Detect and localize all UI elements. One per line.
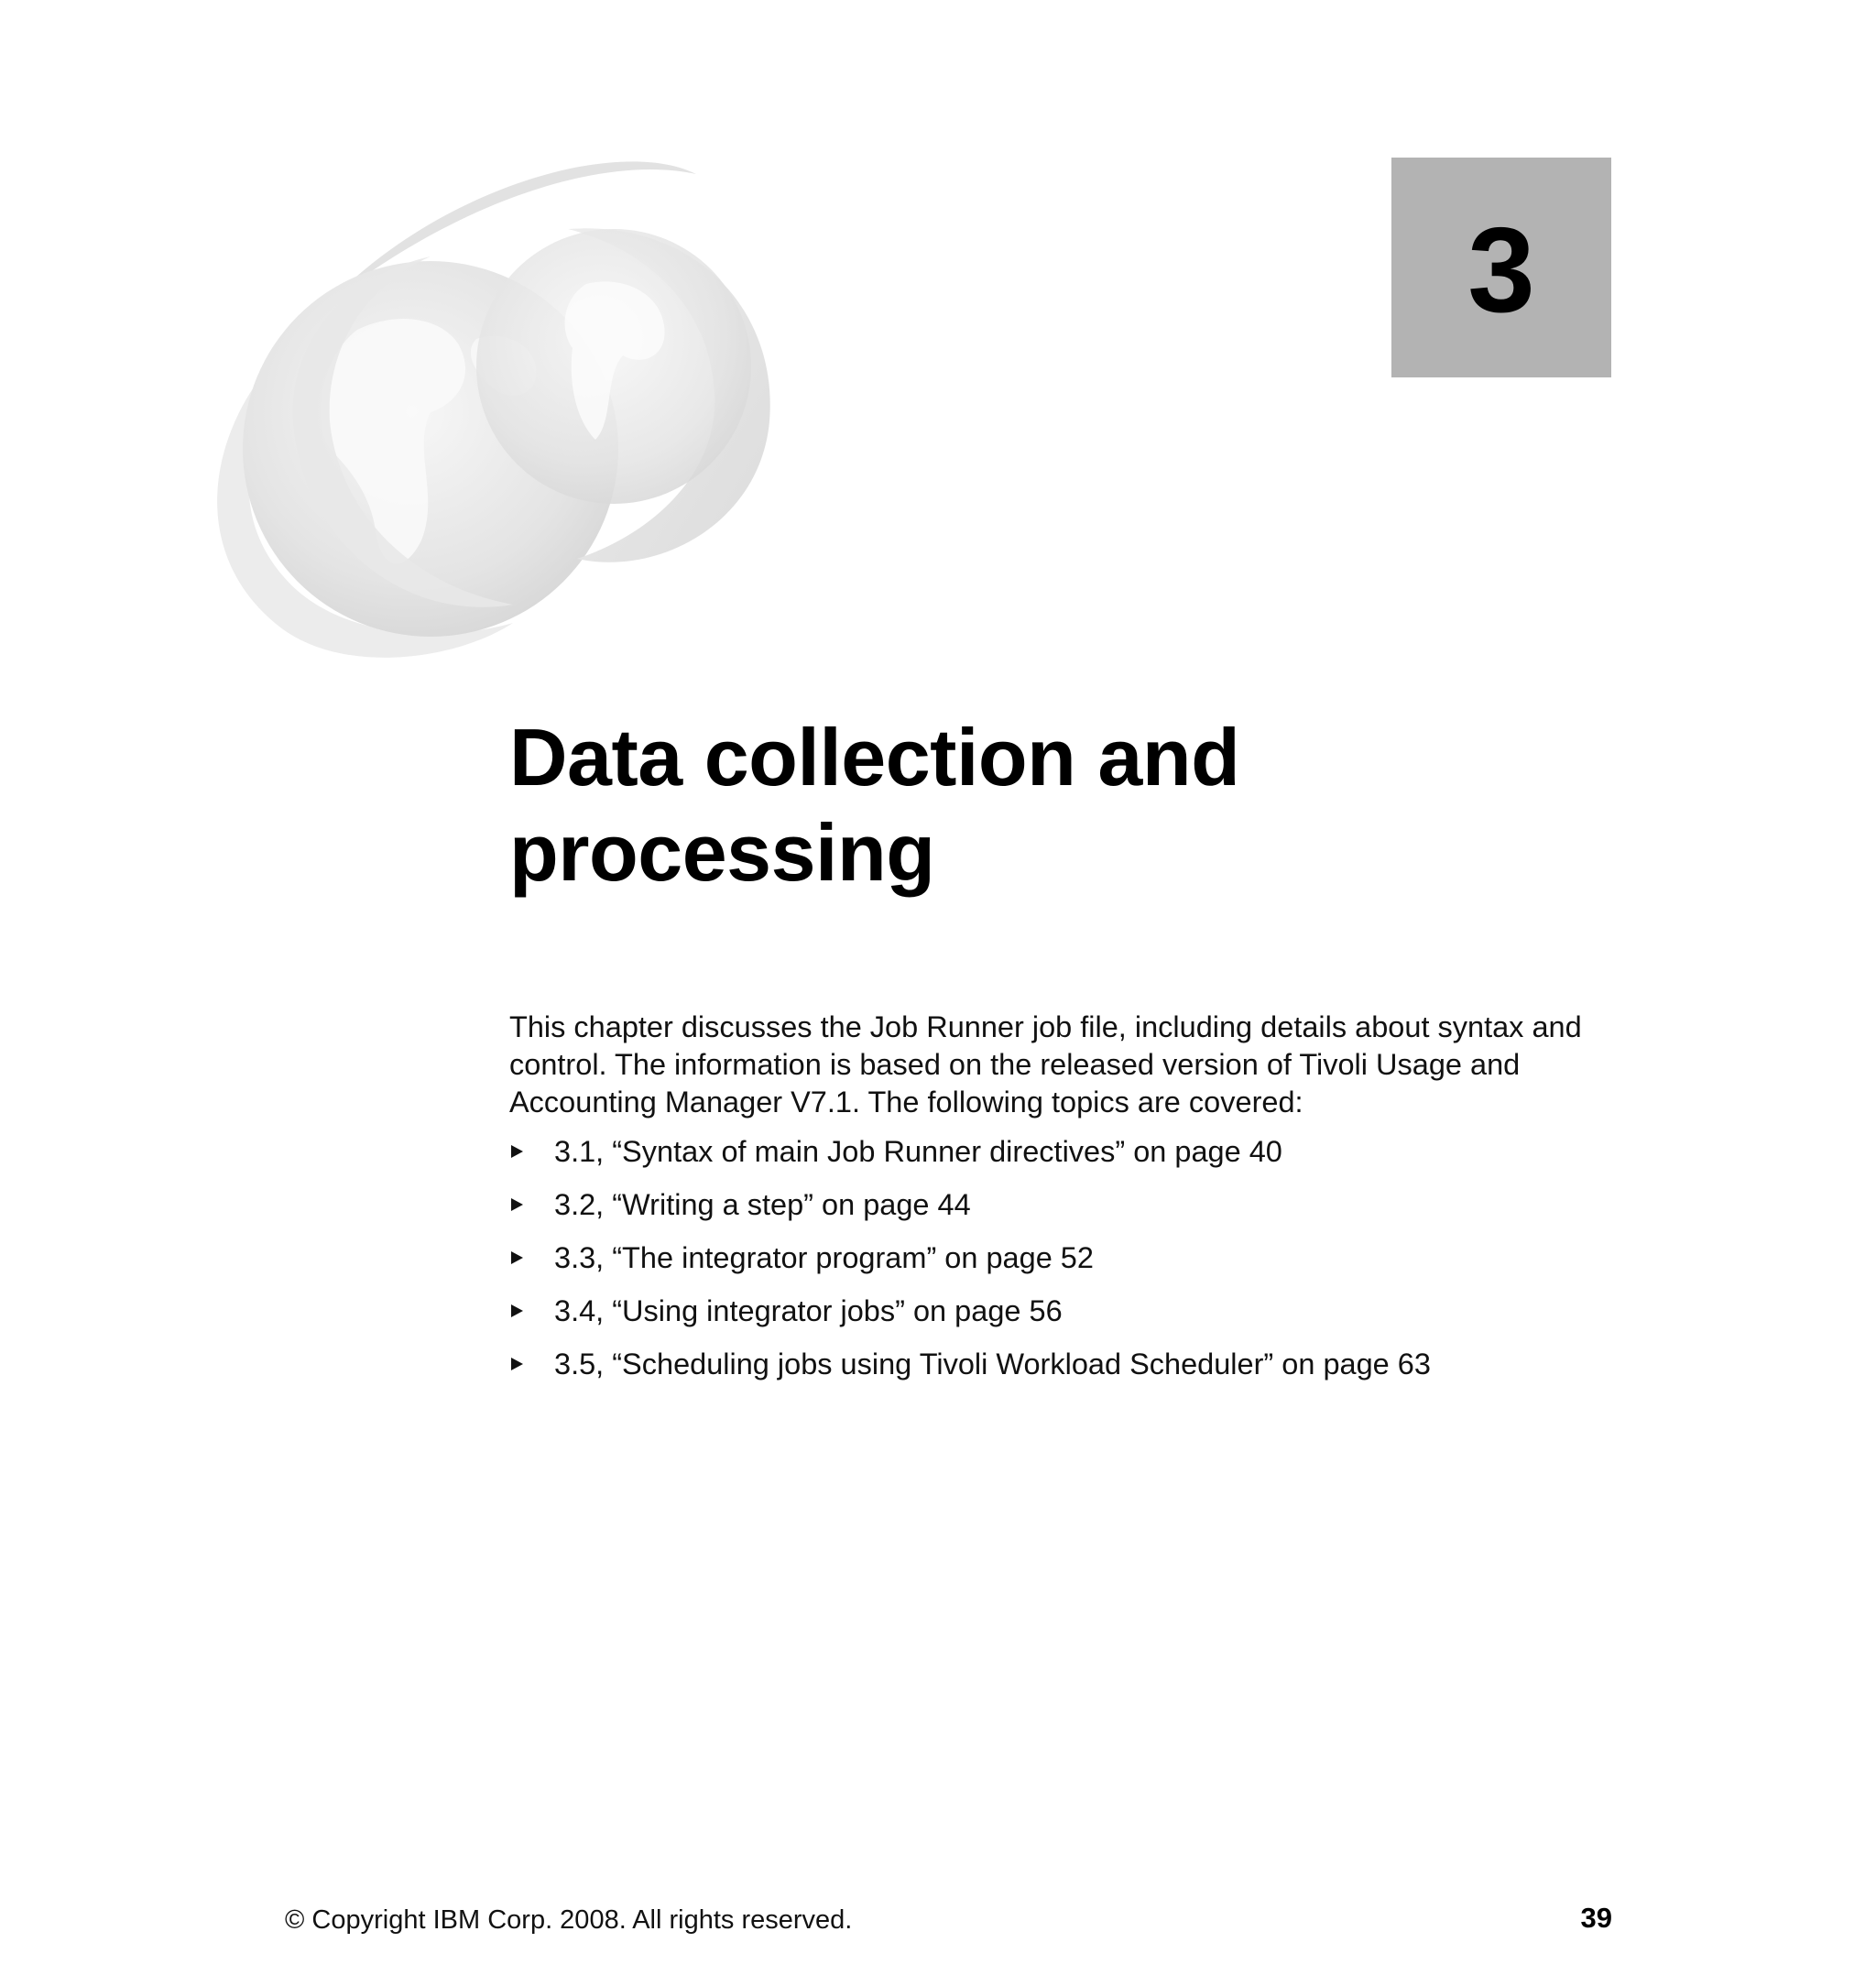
list-item bbox=[509, 1292, 1609, 1345]
page-number: 39 bbox=[1580, 1902, 1612, 1934]
triangle-bullet-icon bbox=[511, 1304, 523, 1317]
list-item bbox=[509, 1132, 1609, 1185]
chapter-number-box bbox=[1391, 158, 1611, 377]
chapter-number: 3 bbox=[1467, 202, 1535, 337]
list-item bbox=[509, 1345, 1609, 1398]
triangle-bullet-icon bbox=[511, 1251, 523, 1264]
topic-link[interactable]: 3.2, “Writing a step” on page 44 bbox=[554, 1188, 971, 1221]
triangle-bullet-icon bbox=[511, 1358, 523, 1370]
chapter-title-line-2: processing bbox=[509, 807, 935, 898]
list-item bbox=[509, 1239, 1609, 1292]
globe-swirl-logo bbox=[183, 147, 843, 678]
copyright-notice: © Copyright IBM Corp. 2008. All rights reserved. bbox=[285, 1905, 853, 1935]
list-item bbox=[509, 1185, 1609, 1239]
intro-paragraph: This chapter discusses the Job Runner job file, including details about syntax and control. The information is based on the released version of Tivoli Usage and Accounting Manager V7.1. The following topics are covered: bbox=[509, 1010, 1582, 1118]
chapter-title-line-1: Data collection and bbox=[509, 712, 1240, 802]
topic-list bbox=[509, 1132, 1609, 1398]
topic-link[interactable]: 3.5, “Scheduling jobs using Tivoli Workload Scheduler” on page 63 bbox=[554, 1348, 1431, 1380]
topic-link[interactable]: 3.4, “Using integrator jobs” on page 56 bbox=[554, 1294, 1063, 1327]
triangle-bullet-icon bbox=[511, 1198, 523, 1211]
topic-link[interactable]: 3.3, “The integrator program” on page 52 bbox=[554, 1241, 1094, 1274]
chapter-title bbox=[509, 710, 1334, 900]
topic-link[interactable]: 3.1, “Syntax of main Job Runner directives” on page 40 bbox=[554, 1135, 1282, 1168]
triangle-bullet-icon bbox=[511, 1145, 523, 1158]
